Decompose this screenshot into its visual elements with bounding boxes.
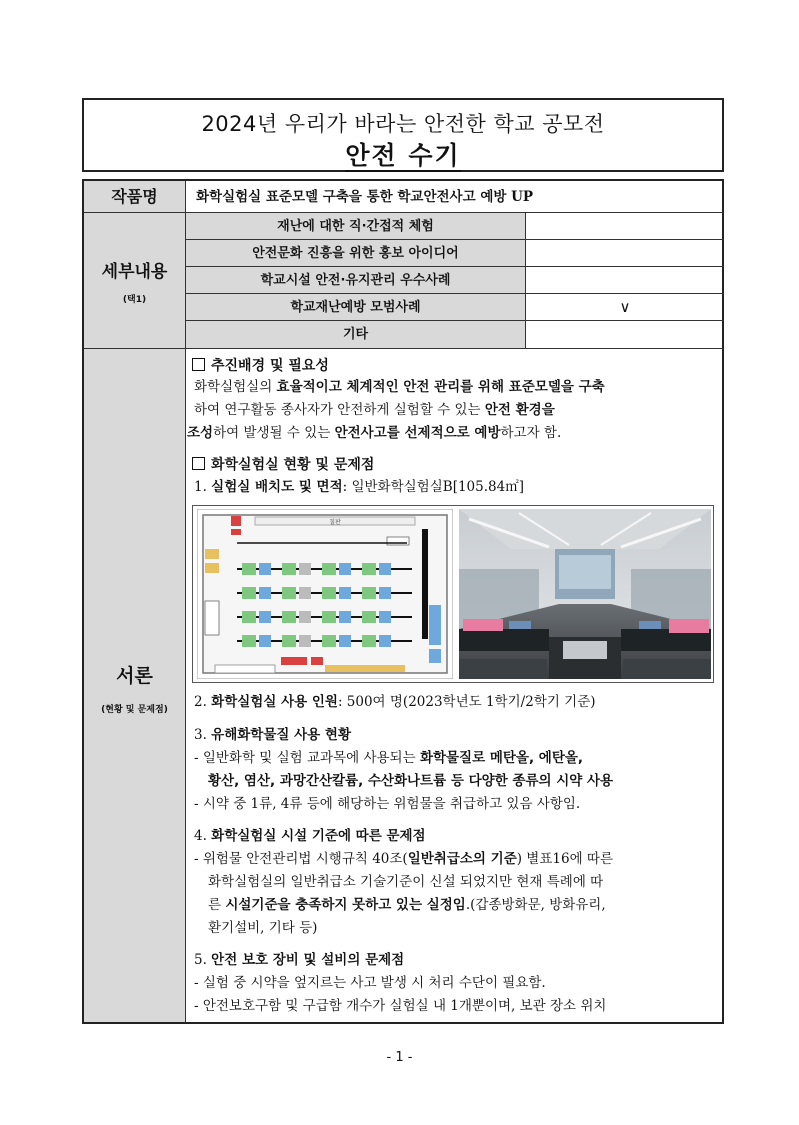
paragraph-line: - 일반화학 및 실험 교과목에 사용되는 화학물질로 메탄올, 에탄올, [194, 750, 584, 766]
option-row-check[interactable] [526, 240, 724, 267]
lab-photo-image [459, 509, 711, 679]
list-item: 3. 유해화학물질 사용 현황 [194, 727, 351, 743]
document-title: 안전 수기 [345, 141, 461, 170]
option-row-check[interactable] [526, 321, 724, 349]
option-row-label: 학교시설 안전·유지관리 우수사례 [186, 267, 526, 294]
paragraph-line: - 실험 중 시약을 엎지르는 사고 발생 시 처리 수단이 필요함. [194, 975, 546, 991]
option-row-label: 학교재난예방 모범사례 [186, 294, 526, 321]
checkbox-square-icon [192, 457, 205, 470]
intro-note: (현황 및 문제점) [101, 705, 168, 715]
section-heading: 화학실험실 현황 및 문제점 [192, 455, 374, 476]
option-row-label: 기타 [186, 321, 526, 349]
intro-label-cell [84, 349, 186, 1022]
details-note: (택1) [122, 295, 147, 305]
work-name-value: 화학실험실 표준모델 구축을 통한 학교안전사고 예방 UP [186, 181, 724, 213]
option-row-label: 안전문화 진흥을 위한 홍보 아이디어 [186, 240, 526, 267]
paragraph-line: - 안전보호구함 및 구급함 개수가 실험실 내 1개뿐이며, 보관 장소 위치 [194, 998, 607, 1014]
page-number: - 1 - [386, 1050, 413, 1065]
option-row-check[interactable]: ∨ [526, 294, 724, 321]
paragraph-line: - 위험물 안전관리법 시행규칙 40조(일반취급소의 기준) 별표16에 따른 [194, 851, 613, 867]
paragraph-line: 화학실험실의 일반취급소 기술기준이 신설 되었지만 현재 특례에 따 [208, 874, 604, 890]
work-name-label: 작품명 [84, 181, 186, 213]
title-box [82, 98, 724, 172]
option-row-check[interactable] [526, 213, 724, 240]
paragraph-line: 조성하여 발생될 수 있는 안전사고를 선제적으로 예방하고자 함. [187, 425, 562, 441]
option-row-label: 재난에 대한 직·간접적 체험 [186, 213, 526, 240]
paragraph-line: - 시약 중 1류, 4류 등에 해당하는 위험물을 취급하고 있음 사항임. [194, 796, 581, 812]
paragraph-line: 환기설비, 기타 등) [208, 920, 318, 936]
lab-images [192, 505, 714, 683]
paragraph-line: 화학실험실의 효율적이고 체계적인 안전 관리를 위해 표준모델을 구축 [194, 379, 605, 395]
checkbox-square-icon [192, 358, 205, 371]
contest-title: 2024년 우리가 바라는 안전한 학교 공모전 [201, 112, 605, 136]
option-row-check[interactable] [526, 267, 724, 294]
paragraph-line: 하여 연구활동 종사자가 안전하게 실험할 수 있는 안전 환경을 [194, 402, 555, 418]
paragraph-line: 황산, 염산, 과망간산칼륨, 수산화나트륨 등 다양한 종류의 시약 사용 [208, 773, 614, 789]
section-heading: 추진배경 및 필요성 [192, 356, 329, 377]
list-item: 4. 화학실험실 시설 기준에 따른 문제점 [194, 828, 426, 844]
svg-text:칠판: 칠판 [329, 519, 341, 526]
list-item: 1. 실험실 배치도 및 면적: 일반화학실험실B[105.84㎡] [194, 479, 524, 495]
paragraph-line: 른 시설기준을 충족하지 못하고 있는 실정임.(갑종방화문, 방화유리, [208, 897, 606, 913]
intro-label: 서론 [116, 665, 153, 687]
lab-floorplan-image [197, 509, 453, 679]
list-item: 5. 안전 보호 장비 및 설비의 문제점 [194, 952, 405, 968]
details-label-cell [84, 213, 186, 349]
list-item: 2. 화학실험실 사용 인원: 500여 명(2023학년도 1학기/2학기 기준) [194, 694, 596, 710]
details-label: 세부내용 [101, 262, 168, 282]
